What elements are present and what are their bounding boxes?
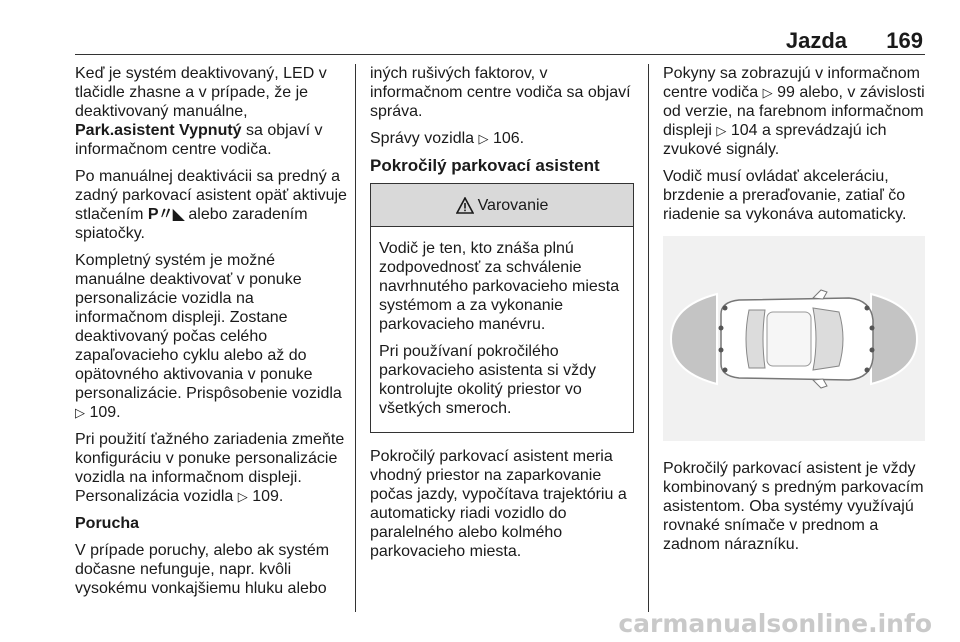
section-heading: Pokročilý parkovací asistent	[370, 156, 600, 175]
warning-title: Varovanie	[477, 196, 549, 214]
paragraph: Kompletný systém je možné manuálne deaktivovať v ponuke personalizácie vozidla na informačnom displeji. Zostane deaktivovaný počas celého zapaľovacieho cyklu alebo až do opätovného aktivovania v ponuke personalizácie. Prispôsobenie vozidla ▷ 109.	[75, 252, 342, 421]
page-reference-arrow-icon: ▷	[762, 85, 773, 100]
page-number: 169	[886, 28, 923, 53]
paragraph: Vodič je ten, kto znáša plnú zodpovednosť za schválenie navrhnutého parkovacieho miesta systémom a za vykonanie parkovacieho manévru.	[379, 240, 620, 333]
paragraph: Po manuálnej deaktivácii sa predný a zadný parkovací asistent opäť aktivuje stlačením P〃◣ alebo zaradením spiatočky.	[75, 168, 347, 242]
status-message-text: Park.asistent Vypnutý	[75, 122, 242, 139]
park-assist-button-icon: P〃◣	[147, 206, 184, 223]
paragraph: Pokyny sa zobrazujú v informačnom centre vodiča ▷ 99 alebo, v závislosti od verzie, na farebnom informačnom displeji ▷ 104 a sprevádzajú ich zvukové signály.	[663, 65, 925, 158]
warning-header	[371, 184, 633, 227]
column-3	[663, 64, 933, 562]
page-reference: 106.	[492, 130, 525, 147]
car-sensor-diagram	[663, 236, 925, 441]
paragraph: Pokročilý parkovací asistent meria vhodný priestor na zaparkovanie počas jazdy, vypočítava trajektóriu a automaticky riadi vozidlo do paralelného alebo kolmého parkovacieho miesta.	[370, 448, 627, 560]
paragraph: Správy vozidla ▷ 106.	[370, 130, 525, 147]
paragraph: Pri používaní pokročilého parkovacieho asistenta si vždy kontrolujte okolitý priestor vo všetkých smeroch.	[379, 343, 596, 417]
paragraph: iných rušivých faktorov, v informačnom centre vodiča sa objaví správa.	[370, 65, 631, 120]
page-header	[75, 28, 925, 55]
subheading: Porucha	[75, 515, 140, 532]
page-reference-arrow-icon: ▷	[478, 131, 489, 146]
section-title: Jazda	[785, 28, 847, 53]
page-reference: 104	[730, 122, 758, 139]
page-reference-arrow-icon: ▷	[237, 489, 248, 504]
warning-box	[370, 183, 634, 433]
page-reference-arrow-icon: ▷	[75, 405, 85, 420]
parking-sensor-illustration	[663, 236, 925, 441]
page-reference: 109.	[252, 488, 284, 505]
column-1	[75, 64, 347, 606]
page-reference: 109.	[89, 404, 121, 421]
paragraph: Pri použití ťažného zariadenia zmeňte konfiguráciu v ponuke personalizácie vozidla na informačnom displeji. Personalizácia vozidla ▷ 109.	[75, 431, 345, 505]
page-reference-arrow-icon: ▷	[716, 123, 727, 138]
watermark: carmanualsonline.info	[618, 609, 932, 638]
column-divider	[355, 64, 356, 612]
paragraph: V prípade poruchy, alebo ak systém dočasne nefunguje, napr. kvôli vysokému vonkajšiemu hluku alebo	[75, 542, 330, 597]
warning-triangle-icon	[456, 197, 474, 214]
column-divider	[648, 64, 649, 612]
column-2	[370, 64, 640, 569]
page-reference: 99	[777, 84, 795, 101]
warning-body	[371, 227, 633, 432]
paragraph: Pokročilý parkovací asistent je vždy kombinovaný s predným parkovacím asistentom. Oba systémy využívajú rovnaké snímače v prednom a zadnom nárazníku.	[663, 460, 924, 553]
paragraph: Vodič musí ovládať akceleráciu, brzdenie a preraďovanie, zatiaľ čo riadenie sa vykonáva automaticky.	[663, 168, 907, 223]
paragraph: Keď je systém deaktivovaný, LED v tlačidle zhasne a v prípade, že je deaktivovaný manuálne, Park.asistent Vypnutý sa objaví v informačnom centre vodiča.	[75, 65, 327, 158]
